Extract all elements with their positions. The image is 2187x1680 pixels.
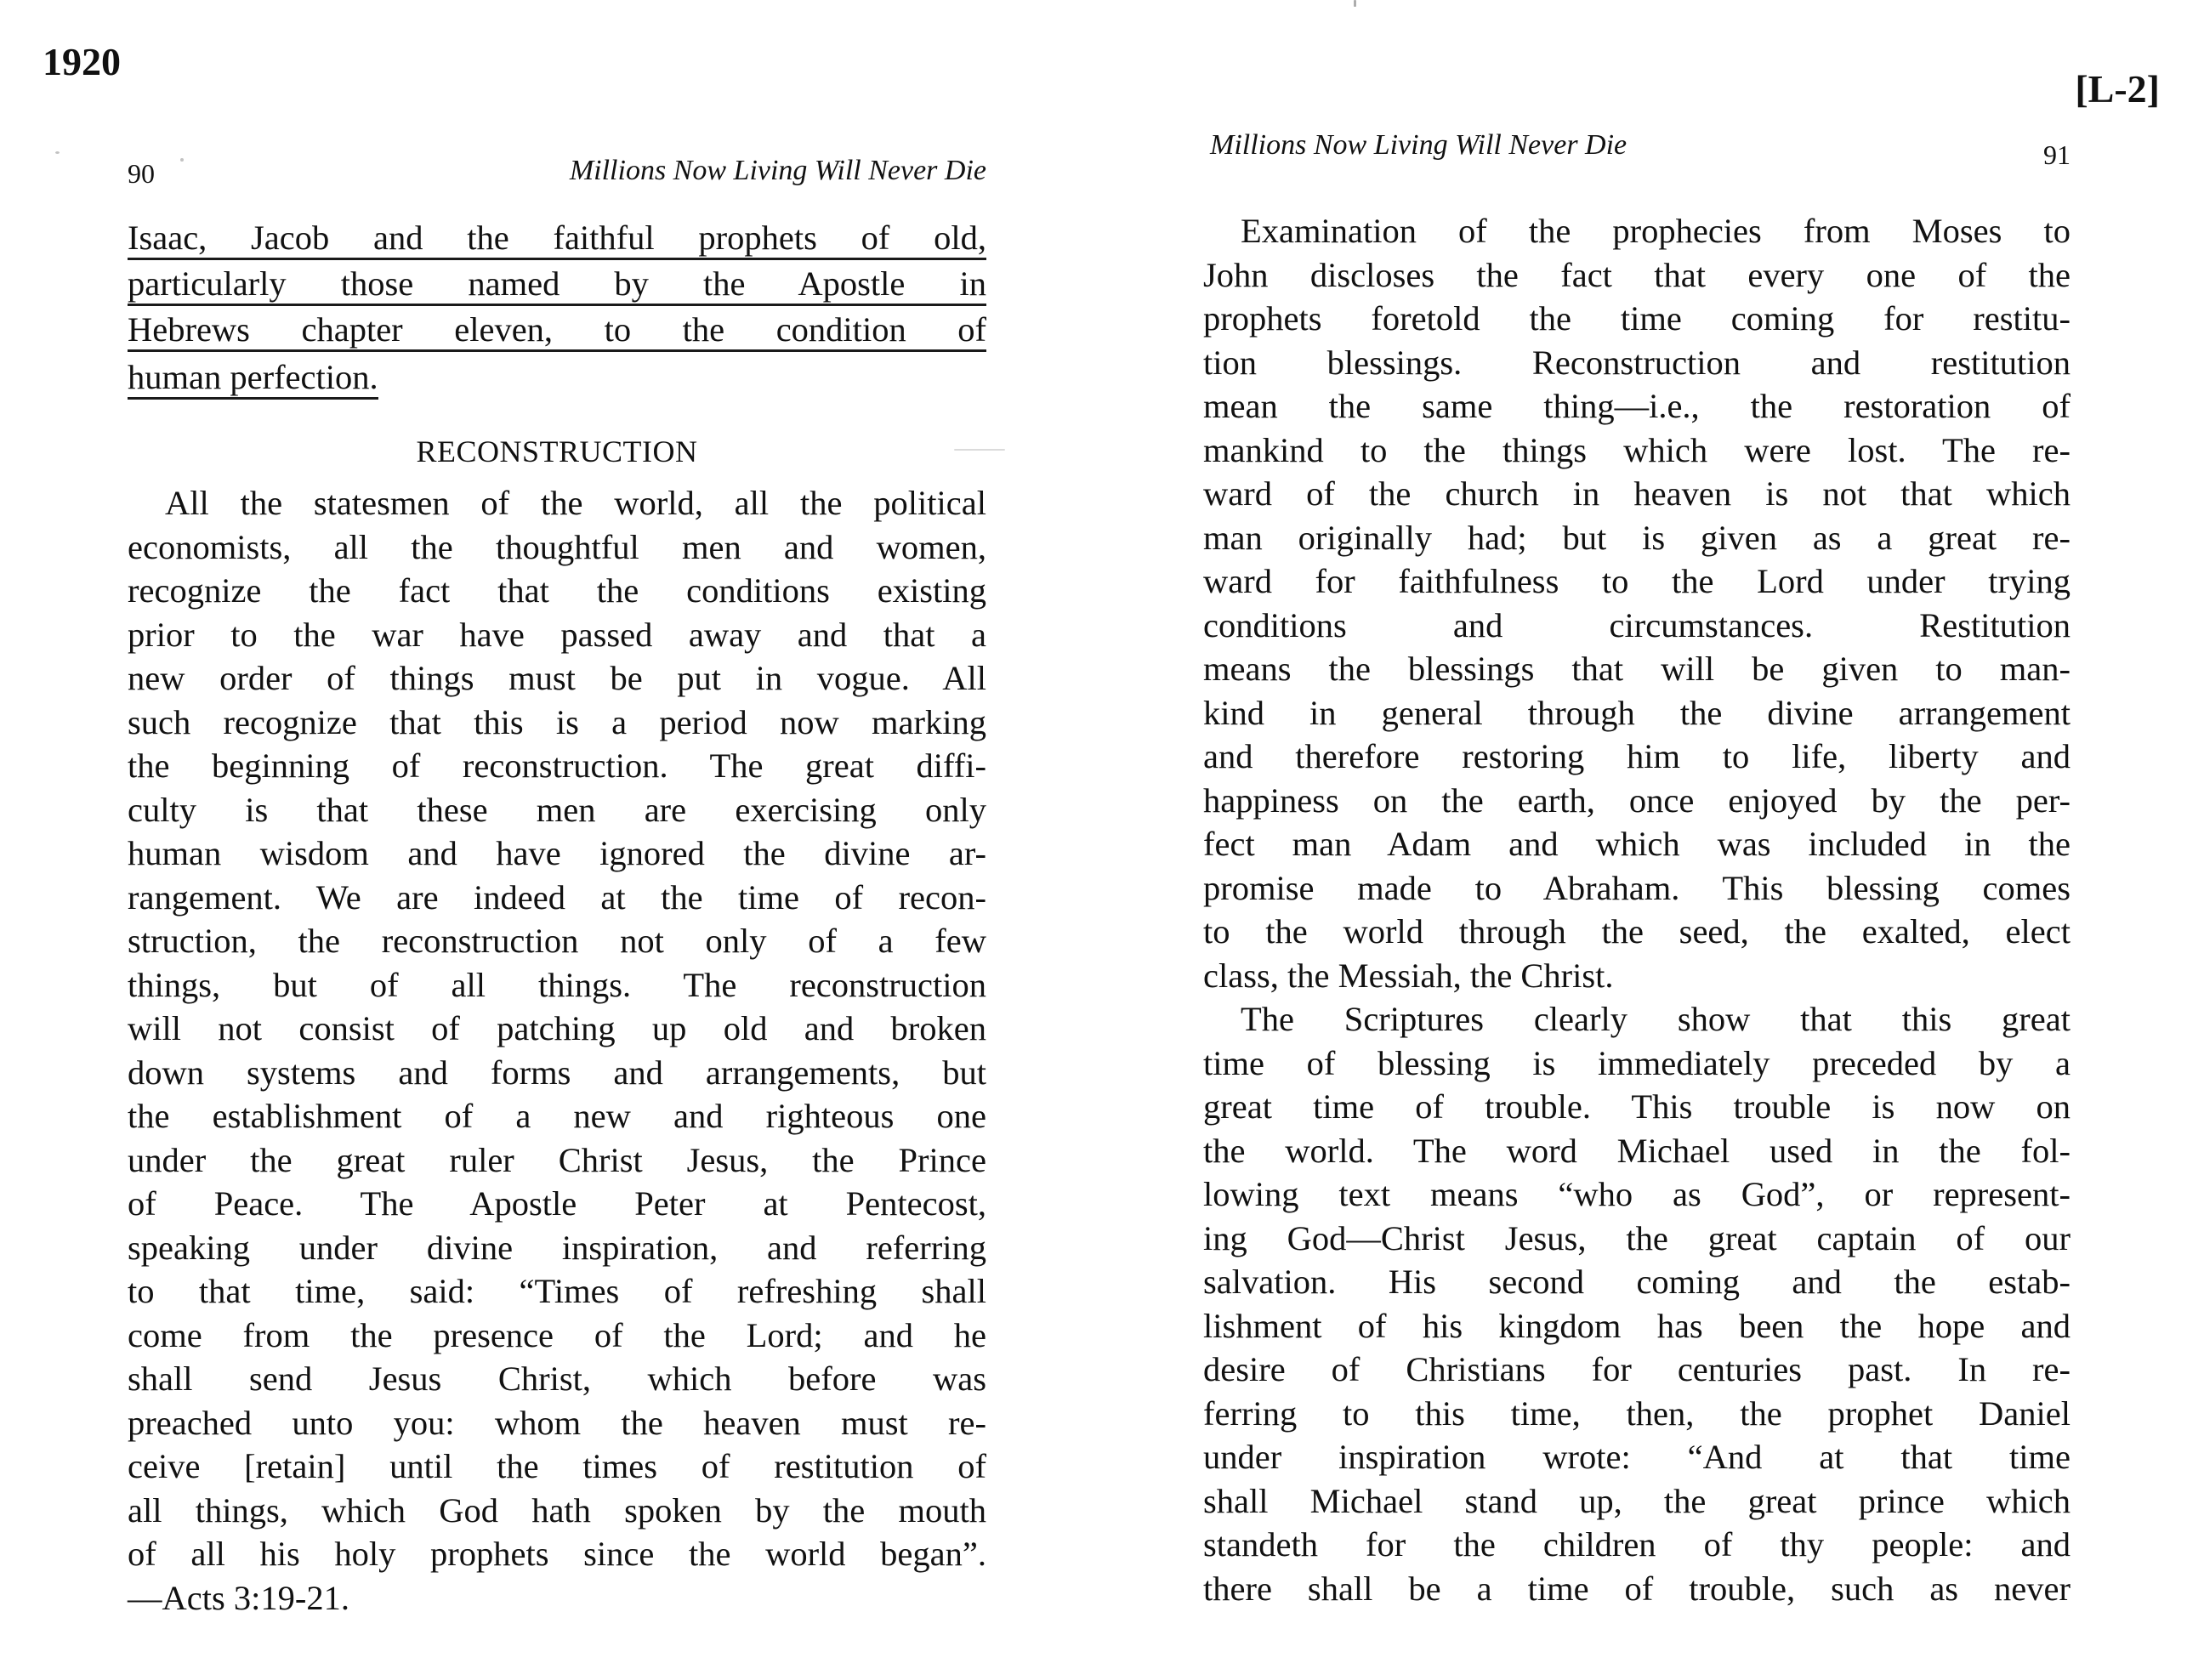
text-line: economists, all the thoughtful men and women, — [128, 527, 986, 566]
underlined-line: Hebrews chapter eleven, to the condition of — [128, 309, 986, 352]
text-line: under inspiration wrote: “And at that time — [1203, 1438, 2071, 1476]
text-line: all things, which God hath spoken by the mouth — [128, 1490, 986, 1530]
underlined-passage — [128, 218, 986, 403]
left-page — [128, 155, 986, 1620]
text-line: All the statesmen of the world, all the political — [165, 484, 986, 522]
text-line: conditions and circumstances. Restitution — [1203, 605, 2071, 644]
right-running-head — [1203, 129, 2071, 173]
text-line: shall send Jesus Christ, which before was — [128, 1359, 986, 1398]
right-page-number: 91 — [2043, 139, 2071, 170]
text-line: fect man Adam and which was included in the — [1203, 825, 2071, 863]
text-line: tion blessings. Reconstruction and restitution — [1203, 343, 2071, 382]
text-line: the beginning of reconstruction. The great diffi- — [128, 746, 986, 785]
scripture-citation: —Acts 3:19-21. — [128, 1578, 349, 1617]
text-line: to the world through the seed, the exalted, elect — [1203, 912, 2071, 951]
underlined-line: human perfection. — [128, 357, 378, 400]
text-line: ward of the church in heaven is not that which — [1203, 474, 2071, 513]
text-line: shall Michael stand up, the great prince which — [1203, 1481, 2071, 1520]
text-line: the establishment of a new and righteous one — [128, 1097, 986, 1135]
text-line: time of blessing is immediately preceded by a — [1203, 1043, 2071, 1082]
left-running-head — [128, 155, 986, 199]
text-line: standeth for the children of thy people: and — [1203, 1525, 2071, 1564]
text-line: lowing text means “who as God”, or represent- — [1203, 1175, 2071, 1213]
text-line: great time of trouble. This trouble is now on — [1203, 1087, 2071, 1126]
text-line: John discloses the fact that every one of the — [1203, 255, 2071, 294]
left-page-number: 90 — [128, 158, 155, 189]
text-line: new order of things must be put in vogue. All — [128, 659, 986, 697]
underlined-line: particularly those named by the Apostle in — [128, 264, 986, 306]
text-line: struction, the reconstruction not only of a few — [128, 922, 986, 960]
text-line: and therefore restoring him to life, liberty and — [1203, 737, 2071, 775]
text-line: preached unto you: whom the heaven must re- — [128, 1403, 986, 1442]
text-line: mankind to the things which were lost. The re- — [1203, 430, 2071, 469]
text-line: of all his holy prophets since the world began”. — [128, 1535, 986, 1573]
text-line: kind in general through the divine arrangement — [1203, 693, 2071, 732]
text-line: such recognize that this is a period now marking — [128, 702, 986, 741]
text-line: The Scriptures clearly show that this great — [1241, 1000, 2071, 1038]
right-running-title: Millions Now Living Will Never Die — [1210, 129, 1627, 161]
right-page — [1203, 129, 2071, 1610]
scan-speck — [1354, 0, 1356, 7]
text-line: under the great ruler Christ Jesus, the Prince — [128, 1140, 986, 1179]
text-line: salvation. His second coming and the estab- — [1203, 1263, 2071, 1301]
text-line: come from the presence of the Lord; and he — [128, 1315, 986, 1354]
text-line: desire of Christians for centuries past. In re- — [1203, 1350, 2071, 1388]
text-line: human wisdom and have ignored the divine ar- — [128, 834, 986, 872]
text-line: culty is that these men are exercising only — [128, 790, 986, 829]
text-line: means the blessings that will be given to man- — [1203, 650, 2071, 688]
text-line: will not consist of patching up old and broken — [128, 1009, 986, 1047]
text-line: recognize the fact that the conditions existing — [128, 571, 986, 610]
underlined-line: Isaac, Jacob and the faithful prophets of old, — [128, 218, 986, 260]
text-line: to that time, said: “Times of refreshing shall — [128, 1272, 986, 1310]
right-paragraph-1 — [1203, 209, 2071, 997]
text-line: speaking under divine inspiration, and referring — [128, 1228, 986, 1267]
text-line: ferring to this time, then, the prophet Daniel — [1203, 1393, 2071, 1433]
text-line: prior to the war have passed away and that a — [128, 615, 986, 654]
text-line: happiness on the earth, once enjoyed by the per- — [1203, 780, 2071, 820]
text-line: there shall be a time of trouble, such as never — [1203, 1569, 2071, 1608]
right-paragraph-2 — [1203, 997, 2071, 1610]
text-line: ceive [retain] until the times of restitution of — [128, 1447, 986, 1485]
scan-speck — [55, 151, 60, 154]
text-line: Examination of the prophecies from Moses to — [1241, 212, 2071, 250]
text-line: lishment of his kingdom has been the hope and — [1203, 1306, 2071, 1345]
text-line: class, the Messiah, the Christ. — [1203, 956, 1614, 995]
text-line: down systems and forms and arrangements, but — [128, 1053, 986, 1092]
left-running-title: Millions Now Living Will Never Die — [569, 155, 986, 186]
text-line: things, but of all things. The reconstruction — [128, 965, 986, 1004]
text-line: man originally had; but is given as a great re- — [1203, 518, 2071, 557]
text-line: promise made to Abraham. This blessing comes — [1203, 868, 2071, 907]
section-heading: RECONSTRUCTION — [416, 434, 698, 468]
document-code-label: [L-2] — [2075, 67, 2160, 111]
text-line: of Peace. The Apostle Peter at Pentecost, — [128, 1184, 986, 1223]
left-paragraph — [128, 481, 986, 1620]
text-line: ing God—Christ Jesus, the great captain of our — [1203, 1218, 2071, 1257]
text-line: ward for faithfulness to the Lord under trying — [1203, 562, 2071, 600]
text-line: the world. The word Michael used in the fol- — [1203, 1131, 2071, 1170]
text-line: prophets foretold the time coming for restitu- — [1203, 299, 2071, 338]
text-line: mean the same thing—i.e., the restoration of — [1203, 387, 2071, 425]
text-line: rangement. We are indeed at the time of recon- — [128, 877, 986, 917]
year-label: 1920 — [43, 40, 121, 83]
